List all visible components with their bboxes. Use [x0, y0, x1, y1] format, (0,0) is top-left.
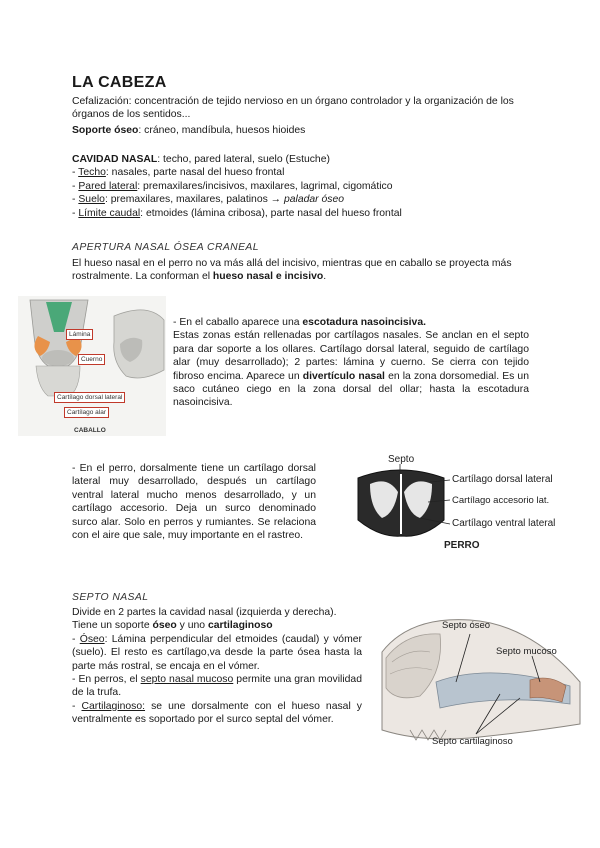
caballo-p1 [173, 316, 529, 329]
cavidad-text: : techo, pared lateral, suelo (Estuche) [157, 154, 330, 165]
cavidad-term: Suelo [78, 194, 105, 206]
septo-cart-bold: cartilaginoso [207, 620, 273, 632]
septo-perros [72, 673, 362, 700]
caballo-label-lamina: Lámina [66, 329, 93, 340]
caballo-caption: CABALLO [74, 427, 106, 434]
cavidad-item-techo: - Techo: nasales, parte nasal del hueso frontal [72, 167, 285, 179]
septo-line1: Divide en 2 partes la cavidad nasal (izquierda y derecha). [72, 607, 337, 618]
septo-line2-a: Tiene un soporte [72, 620, 153, 632]
caballo-label-cuerno: Cuerno [78, 354, 105, 365]
caballo-text [173, 316, 529, 410]
caballo-label-alar: Cartílago alar [64, 407, 109, 418]
septo-perros-b: permite una gran movilidad de la trufa. [72, 674, 362, 699]
septo-text [72, 606, 362, 727]
intro-soporte [72, 124, 534, 137]
apertura-text [72, 257, 537, 284]
cavidad-term: Techo [78, 167, 106, 179]
paladar-oseo: paladar óseo [283, 194, 345, 206]
septo-perros-term: septo nasal mucoso [140, 674, 234, 686]
caballo-p2-a: Estas zonas están rellenadas por cartílagos nasales. Se anclan en el septo para dar soporte a los ollares. Cartílago dorsal lateral, seguido de cartílago alar (muy desarrollado); 2 partes: lámina y cuerno. Se cierra con tejido fibroso encima. Aparece un [173, 330, 529, 382]
perro-label-ventral-lateral: Cartílago ventral lateral [452, 518, 556, 529]
cavidad-header [72, 153, 534, 166]
perro-label-dorsal-lateral: Cartílago dorsal lateral [452, 474, 553, 485]
intro-cefalizacion: Cefalización: concentración de tejido nervioso en un órgano controlador y la organización de los órganos de los sentidos... [72, 96, 514, 121]
septo-oseo-text: : Lámina perpendicular del etmoides (caudal) y vómer (suelo). El resto es cartílago,va desde la parte ósea hasta la parte más rostral, se encaja en el vómer. [72, 633, 362, 672]
septo-oseo: - Óseo: Lámina perpendicular del etmoides (caudal) y vómer (suelo). El resto es cartílago,va desde la parte ósea hasta la parte más rostral, se encaja en el vómer. [72, 633, 362, 672]
cavidad-desc: : nasales, parte nasal del hueso frontal [105, 167, 285, 179]
caballo-label-dorsal-lateral: Cartílago dorsal lateral [54, 392, 125, 403]
perro-caption: PERRO [444, 540, 480, 551]
cavidad-label: CAVIDAD NASAL [72, 154, 158, 165]
figure-septo [380, 612, 582, 754]
perro-label-accesorio: Cartílago accesorio lat. [452, 495, 550, 506]
caballo-p1-a: - En el caballo aparece una [173, 317, 303, 328]
caballo-p2 [173, 329, 529, 409]
cavidad-nasal [72, 153, 534, 220]
cavidad-term: Pared lateral [78, 180, 138, 192]
septo-cart-text: se une dorsalmente con el hueso nasal y ventralmente es soportado por el surco septal del vómer. [72, 700, 362, 726]
cavidad-item-suelo: - Suelo: premaxilares, maxilares, palatinos → paladar óseo [72, 194, 345, 206]
caballo-p2-b: en la zona dorsomedial. Es un saco cutáneo ciego en la zona dorsal del ollar; hasta la escotadura nasoincisiva. [173, 370, 529, 409]
cavidad-term: Límite caudal [78, 207, 141, 219]
septo-label-mucoso: Septo mucoso [496, 646, 557, 657]
soporte-text: : cráneo, mandíbula, huesos hioides [138, 125, 306, 136]
septo-heading: SEPTO NASAL [72, 592, 149, 603]
perro-label-septo: Septo [388, 454, 415, 465]
septo-perros-a: - En perros, el [72, 674, 141, 686]
septo-label-oseo: Septo óseo [442, 620, 491, 631]
cavidad-desc: : premaxilares, maxilares, palatinos → [104, 194, 284, 206]
septo-cartilaginoso: - Cartilaginoso: se une dorsalmente con el hueso nasal y ventralmente es soportado por el surco septal del vómer. [72, 700, 362, 726]
cavidad-desc: : premaxilares/incisivos, maxilares, lagrimal, cigomático [137, 180, 393, 192]
septo-oseo-term: Óseo [79, 633, 105, 645]
septo-illustration [380, 612, 582, 754]
page-title: LA CABEZA [72, 74, 167, 91]
septo-cart-term: Cartilaginoso: [81, 700, 146, 712]
septo-label-cartilaginoso: Septo cartilaginoso [432, 736, 513, 747]
septo-line2-c: y uno [176, 620, 208, 632]
cavidad-desc: : etmoides (lámina cribosa), parte nasal del hueso frontal [140, 207, 402, 219]
figure-caballo [18, 296, 166, 436]
apertura-text-a: El hueso nasal en el perro no va más allá del incisivo, mientras que en caballo se proyecta más rostralmente. La conforman el [72, 258, 512, 283]
apertura-heading: APERTURA NASAL ÓSEA CRANEAL [72, 242, 259, 253]
cavidad-item-limite: - Límite caudal: etmoides (lámina cribosa), parte nasal del hueso frontal [72, 207, 402, 219]
soporte-label: Soporte óseo [72, 125, 139, 136]
escotadura-nasoincisiva: escotadura nasoincisiva. [302, 317, 426, 328]
perro-text: - En el perro, dorsalmente tiene un cartílago dorsal lateral muy desarrollado, después un cartílago ventral lateral mucho menos desarrollado, y un cartílago accesorio. Deja un surco denominado surco alar. Solo en perros y rumiantes. Se relaciona con el aire que sale, muy importante en el rastreo. [72, 463, 316, 542]
apertura-bold: hueso nasal e incisivo [212, 271, 324, 283]
apertura-text-b: . [323, 271, 327, 283]
cavidad-item-pared: - Pared lateral: premaxilares/incisivos, maxilares, lagrimal, cigomático [72, 180, 393, 192]
figure-perro [340, 452, 580, 562]
diverticulo-nasal: divertículo nasal [302, 370, 385, 382]
septo-oseo-bold: óseo [152, 620, 177, 632]
septo-line2 [72, 619, 362, 632]
